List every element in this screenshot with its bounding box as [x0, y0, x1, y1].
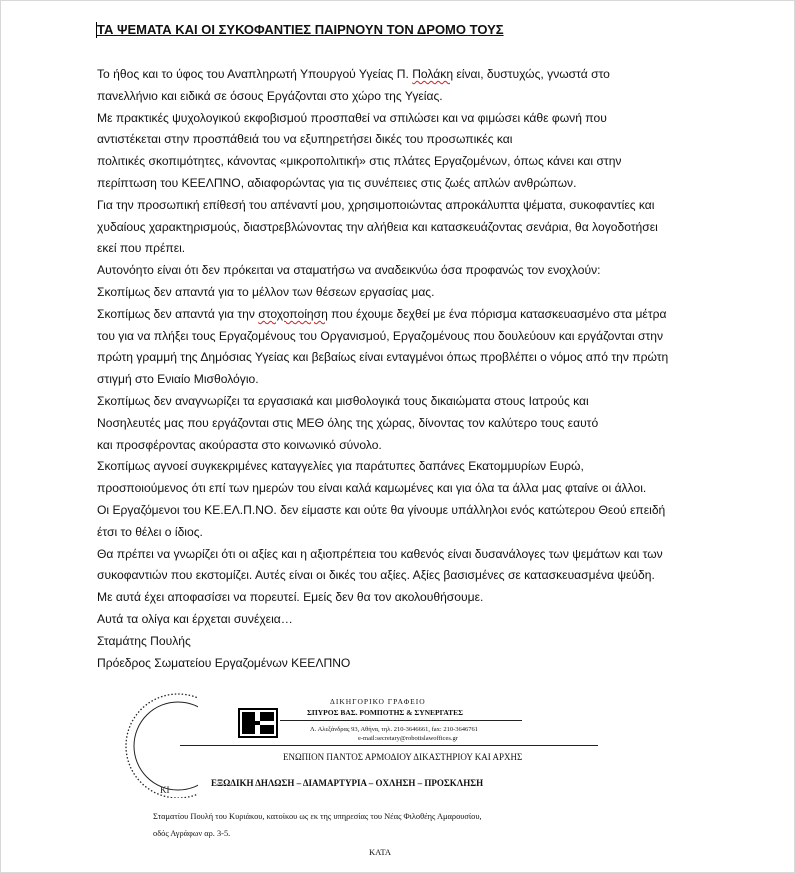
body-line	[97, 631, 737, 653]
body-line-text: στιγμή στο Ενιαίο Μισθολόγιο.	[97, 372, 259, 387]
body-line	[97, 304, 737, 326]
body-line-text: Σκοπίμως αγνοεί συγκεκριμένες καταγγελίες για παράτυπες δαπάνες Εκατομμυρίων Ευρώ,	[97, 459, 584, 474]
court-line: ΕΝΩΠΙΟΝ ΠΑΝΤΟΣ ΑΡΜΟΔΙΟΥ ΔΙΚΑΣΤΗΡΙΟΥ ΚΑΙ ΑΡΧΗΣ	[283, 752, 523, 762]
firm-name: ΣΠΥΡΟΣ ΒΑΣ. ΡΟΜΠΟΤΗΣ & ΣΥΝΕΡΓΑΤΕΣ	[307, 708, 464, 717]
body-line-text: Σκοπίμως δεν απαντά για το μέλλον των θέσεων εργασίας μας.	[97, 284, 435, 299]
firm-label: ΔΙΚΗΓΟΡΙΚΟ ΓΡΑΦΕΙΟ	[330, 697, 426, 706]
body-line	[97, 260, 737, 282]
body-line-text: Πρόεδρος Σωματείου Εργαζομένων ΚΕΕΛΠΝΟ	[97, 655, 351, 670]
body-line	[97, 108, 737, 130]
document-body	[97, 64, 737, 674]
body-line-text: Αυτά τα ολίγα και έρχεται συνέχεια…	[97, 611, 293, 626]
body-line	[97, 86, 737, 108]
body-line-text: εκεί που πρέπει.	[97, 241, 186, 256]
spellcheck-flagged-word: στοχοποίηση	[258, 306, 328, 321]
body-line	[97, 129, 737, 151]
body-line-text: χυδαίους χαρακτηρισμούς, διαστρεβλώνοντας την αλήθεια και κατασκευάζοντας σενάρια, θα λογοδοτήσει	[97, 219, 658, 234]
body-line-text: περίπτωση του ΚΕΕΛΠΝΟ, αδιαφορώντας για τις συνέπειες στις ζωές απλών ανθρώπων.	[97, 175, 577, 190]
body-line-text: που έχουμε δεχθεί με ένα πόρισμα κατασκευασμένο στα μέτρα	[327, 306, 667, 321]
body-line-text: Οι Εργαζόμενοι του ΚΕ.ΕΛ.Π.ΝΟ. δεν είμαστε και ούτε θα γίνουμε υπάλληλοι ενός κατώτερου Θεού επειδή	[97, 502, 666, 517]
body-line-text: Αυτονόητο είναι ότι δεν πρόκειται να σταματήσω να αναδεικνύω όσα προφανώς τον ενοχλούν:	[97, 263, 601, 278]
body-line-text: και προσφέροντας ακούραστα στο κοινωνικό σύνολο.	[97, 437, 382, 452]
body-line	[97, 64, 737, 86]
body-line-text: έτσι το θέλει ο ίδιος.	[97, 524, 203, 539]
body-line-text: πολιτικές σκοπιμότητες, κάνοντας «μικροπολιτική» στις πλάτες Εργαζομένων, όπως κάνει και στην	[97, 154, 622, 169]
body-line	[97, 587, 737, 609]
body-line	[97, 565, 737, 587]
body-line-text: προσποιούμενος ότι επί των ημερών του είναι καλά καμωμένες και για όλα τα άλλα μας φταίνε οι άλλοι.	[97, 481, 647, 496]
body-line	[97, 456, 737, 478]
body-line	[97, 282, 737, 304]
body-line-text: Σκοπίμως δεν απαντά για την	[97, 306, 259, 321]
body-line	[97, 326, 737, 348]
body-line	[97, 609, 737, 631]
body-line	[97, 195, 737, 217]
body-line	[97, 151, 737, 173]
firm-logo	[238, 708, 278, 743]
body-line-text: συκοφαντιών που εκστομίζει. Αυτές είναι οι δικές του αξίες. Αξίες βασισμένες σε κατασκευασμένα ψεύδη.	[97, 568, 655, 583]
firm-address: Λ. Αλεξάνδρας 93, Αθήνα, τηλ. 210-3646661, fax: 210-3646761	[310, 726, 479, 733]
body-line-text: πρώτη γραμμή της Δημόσιας Υγείας και βεβαίως είναι ενταγμένοι όπως προβλέπει ο νόμος από την πρώτη	[97, 350, 669, 365]
legal-heading: ΕΞΩΔΙΚΗ ΔΗΛΩΣΗ – ΔΙΑΜΑΡΤΥΡΙΑ – ΟΧΛΗΣΗ – ΠΡΟΣΚΛΗΣΗ	[211, 778, 484, 788]
body-line	[97, 347, 737, 369]
recipient-line: Σταματίου Πουλή του Κυριάκου, κατοίκου ως εκ της υπηρεσίας του Νέας Φιλοθέης Αμαρουσίου,	[153, 812, 482, 821]
against-label: ΚΑΤΑ	[369, 847, 391, 857]
body-line-text: Με αυτά έχει αποφασίσει να πορευτεί. Εμείς δεν θα τον ακολουθήσουμε.	[97, 590, 484, 605]
body-line-text: πανελλήνιο και ειδικά σε όσους Εργάζονται στο χώρο της Υγείας.	[97, 88, 443, 103]
body-line	[97, 238, 737, 260]
body-line	[97, 522, 737, 544]
seal-lettering: ΚΙ	[160, 785, 170, 795]
document-title: ΤΑ ΨΕΜΑΤΑ ΚΑΙ ΟΙ ΣΥΚΟΦΑΝΤΙΕΣ ΠΑΙΡΝΟΥΝ ΤΟΝ ΔΡΟΜΟ ΤΟΥΣ	[97, 22, 504, 37]
body-line	[97, 391, 737, 413]
stamp-seal	[116, 690, 198, 798]
body-line-text: Θα πρέπει να γνωρίζει ότι οι αξίες και η αξιοπρέπεια του καθενός είναι δυσανάλογες των ψεμάτων και των	[97, 546, 663, 561]
body-line	[97, 500, 737, 522]
body-line-text: του για να πλήξει τους Εργαζομένους του Οργανισμού, Εργαζομένους που δουλεύουν και εργάζονται στην	[97, 328, 664, 343]
body-line	[97, 653, 737, 675]
recipient-line: οδός Αγράφων αρ. 3-5.	[153, 829, 231, 838]
firm-email: e-mail:secretary@robotislawoffices.gr	[358, 735, 458, 742]
body-line-text: Το ήθος και το ύφος του Αναπληρωτή Υπουργού Υγείας Π.	[97, 67, 413, 81]
body-line-text: Σκοπίμως δεν αναγνωρίζει τα εργασιακά και μισθολογικά τους δικαιώματα στους Ιατρούς και	[97, 393, 589, 408]
body-line-text: αντιστέκεται στην προσπάθειά του να εξυπηρετήσει δικές του προσωπικές και	[97, 132, 513, 147]
body-line-text: Για την προσωπική επίθεσή του απέναντί μου, χρησιμοποιώντας απροκάλυπτα ψέματα, συκοφαντίες και	[97, 197, 655, 212]
spellcheck-flagged-word: Πολάκη	[412, 67, 454, 81]
body-line-text: είναι, δυστυχώς, γνωστά στο	[453, 67, 610, 81]
divider	[280, 720, 522, 721]
body-line	[97, 173, 737, 195]
body-line	[97, 369, 737, 391]
body-line	[97, 435, 737, 457]
body-line-text: Σταμάτης Πουλής	[97, 633, 191, 648]
body-line	[97, 217, 737, 239]
recipient-block	[153, 808, 482, 842]
body-line-text: Με πρακτικές ψυχολογικού εκφοβισμού προσπαθεί να σπιλώσει και να φιμώσει κάθε φωνή που	[97, 110, 607, 125]
divider-long	[180, 745, 598, 746]
body-line	[97, 413, 737, 435]
body-line	[97, 544, 737, 566]
body-line-text: Νοσηλευτές μας που εργάζονται στις ΜΕΘ όλης της χώρας, δίνοντας τον καλύτερο τους εαυτό	[97, 415, 599, 430]
body-line	[97, 478, 737, 500]
